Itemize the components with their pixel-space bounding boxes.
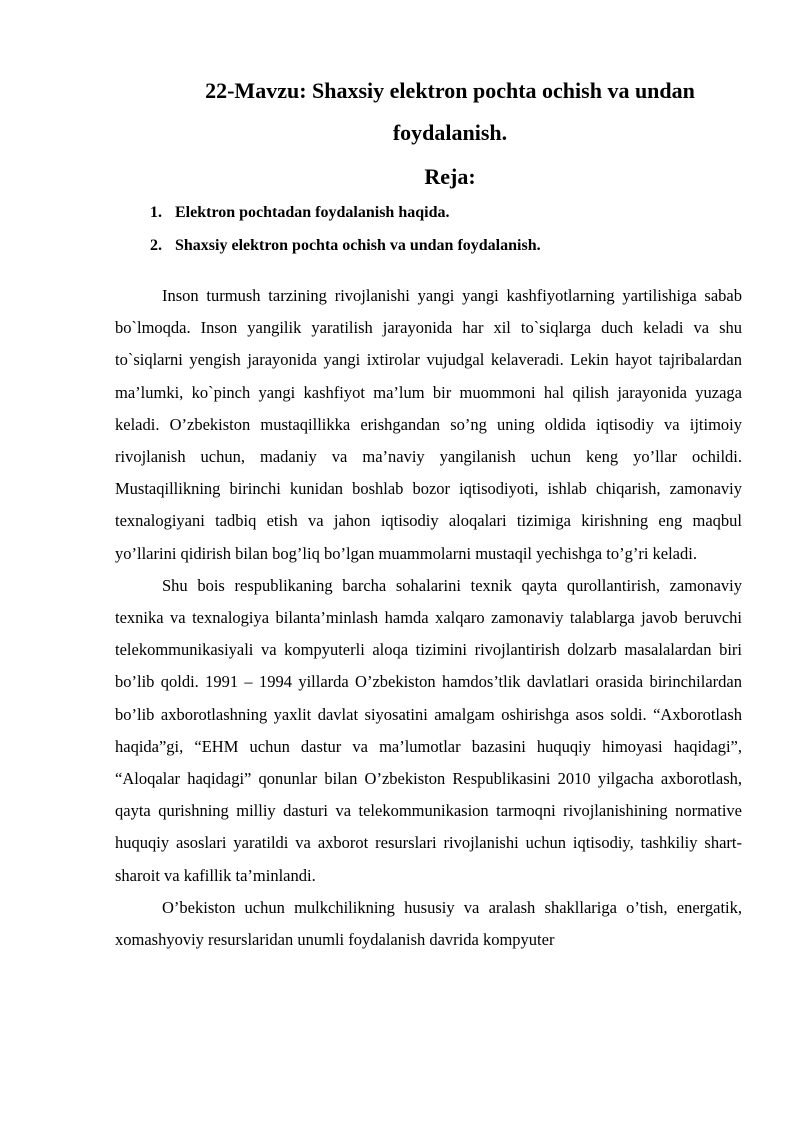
plan-list: [150, 202, 541, 268]
document-title-line-2: foydalanish.: [392, 120, 508, 145]
body-text: [115, 280, 742, 956]
body-paragraph: Inson turmush tarzining rivojlanishi yangi yangi kashfiyotlarning yartilishiga sabab bo`lmoqda. Inson yangilik yaratilish jarayonida har xil to`siqlarga duch keladi va shu to`siqlarni yengish jarayonida yangi ixtirolar vujudgal kelaveradi. Lekin hayot tajribalardan ma’lumki, ko`pinch yangi kashfiyot ma’lum bir muommoni hal qilish jarayonida yuzaga keladi. O’zbekiston mustaqillikka erishgandan so’ng uning oldida iqtisodiy va ijtimoiy rivojlanish uchun, madaniy va ma’naviy yangilanish uchun keng yo’llar ochildi. Mustaqillikning birinchi kunidan boshlab bozor iqtisodiyoti, ishlab chiqarish, zamonaviy texnalogiyani tadbiq etish va jahon iqtisodiy aloqalari tizimiga kirishning eng maqbul yo’llarini qidirish bilan bog’liq bo’lgan muammolarni mustaqil yechishga to’g’ri keladi.: [115, 286, 742, 563]
plan-item-number: 1.: [150, 204, 162, 221]
plan-heading: Reja:: [424, 164, 476, 189]
plan-item: [150, 202, 541, 235]
plan-item-text: Shaxsiy elektron pochta ochish va undan foydalanish.: [175, 237, 541, 254]
plan-item-text: Elektron pochtadan foydalanish haqida.: [175, 204, 450, 221]
body-paragraph: O’bekiston uchun mulkchilikning hususiy va aralash shakllariga o’tish, energatik, xomashyoviy resurslaridan unumli foydalanish davrida kompyuter: [115, 897, 742, 950]
plan-item: [150, 235, 541, 268]
plan-item-number: 2.: [150, 237, 162, 254]
body-paragraph: Shu bois respublikaning barcha sohalarini texnik qayta qurollantirish, zamonaviy texnika va texnalogiya bilanta’minlash hamda xalqaro zamonaviy talablarga javob beruvchi telekommunikasiyali va kompyuterli aloqa tizimini rivojlantirish dolzarb masalalardan biri bo’lib qoldi. 1991 – 1994 yillarda O’zbekiston hamdos’tlik davlatlari orasida birinchilardan bo’lib axborotlashning yaxlit davlat siyosatini amalgam oshirishga asos soldi. “Axborotlash haqida”gi, “EHM uchun dastur va ma’lumotlar bazasini huquqiy himoyasi haqidagi”, “Aloqalar haqidagi” qonunlar bilan O’zbekiston Respublikasini 2010 yilgacha axborotlash, qayta qurishning milliy dasturi va telekommunikasion tarmoqni rivojlanishining normative huquqiy asoslari yaratildi va axborot resurslari rivojlanishi uchun iqtisodiy, tashkiliy shart-sharoit va kafillik ta’minlandi.: [115, 575, 742, 885]
document-title-line-1: 22-Mavzu: Shaxsiy elektron pochta ochish va undan: [205, 78, 695, 103]
